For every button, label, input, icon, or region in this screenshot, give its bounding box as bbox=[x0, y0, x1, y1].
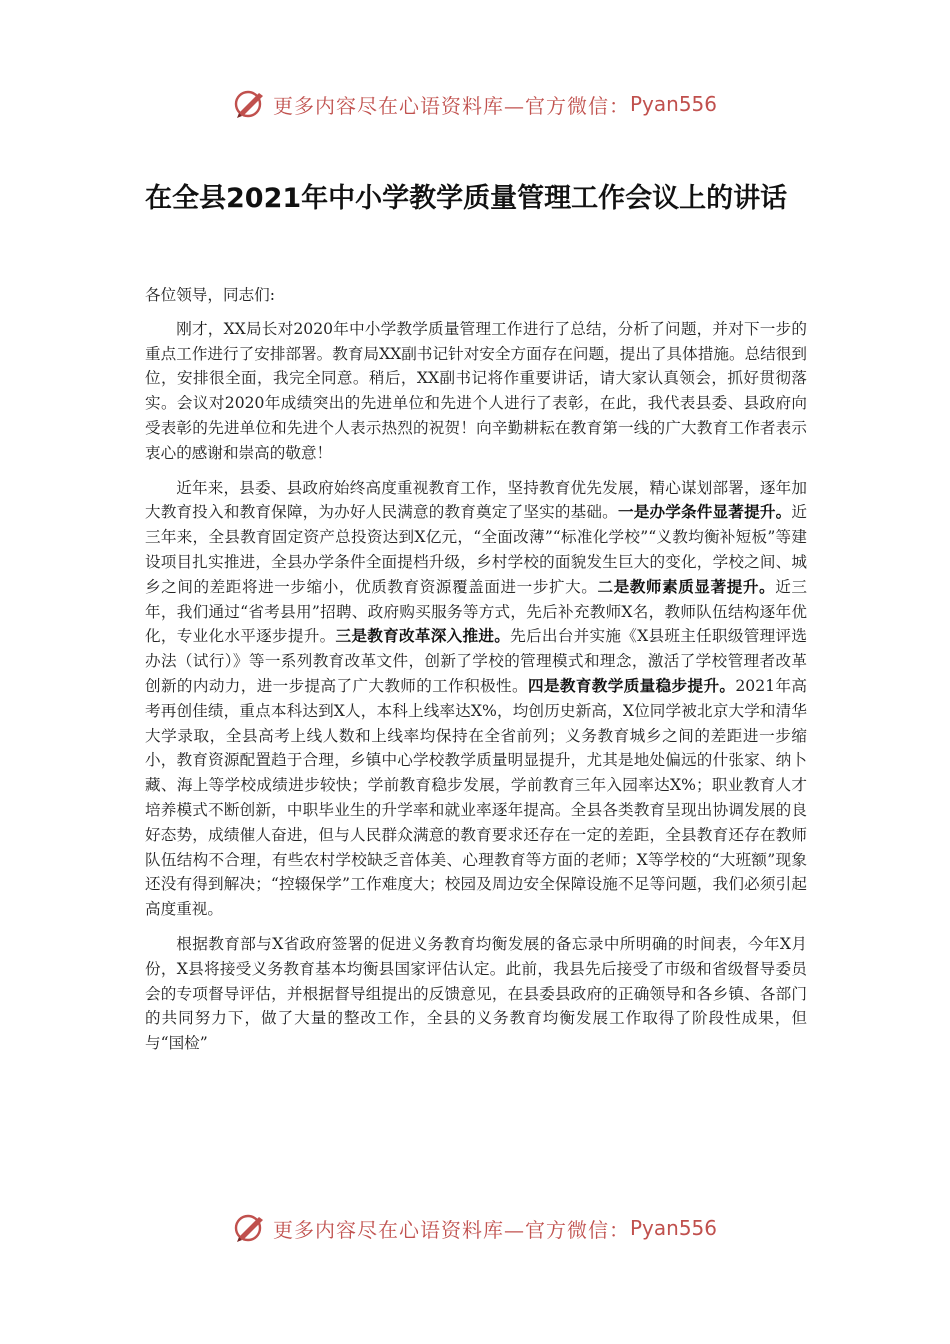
paragraph-text: 刚才，XX局长对2020年中小学教学质量管理工作进行了总结，分析了问题，并对下一步的重点工作进行了安排部署。教育局XX副书记针对安全方面存在问题，提出了具体措施。总结很到位，安排很全面，我完全同意。稍后，XX副书记将作重要讲话，请大家认真领会，抓好贯彻落实。会议对2020年成绩突出的先进单位和先进个人进行了表彰，在此，我代表县委、县政府向受表彰的先进单位和先进个人表示热烈的祝贺！向辛勤耕耘在教育第一线的广大教育工作者表示衷心的感谢和崇高的敬意！ bbox=[145, 319, 807, 462]
salutation: 各位领导，同志们: bbox=[145, 286, 276, 304]
header-banner bbox=[0, 84, 950, 124]
pen-logo-icon bbox=[233, 87, 267, 121]
body-paragraph bbox=[145, 932, 807, 1056]
key-point-heading: 四是教育教学质量稳步提升。 bbox=[527, 675, 736, 695]
banner-wechat-id: Pyan556 bbox=[629, 1216, 717, 1240]
key-point-heading: 三是教育改革深入推进。 bbox=[335, 626, 511, 646]
paragraph-list bbox=[145, 317, 807, 1056]
key-point-heading: 二是教师素质显著提升。 bbox=[597, 576, 776, 596]
body-paragraph bbox=[145, 317, 807, 466]
paragraph-text: 近三年，我们通过“省考县用”招聘、政府购买服务等方式，先后补充教师X名，教师队伍结构逐年优化，专业化水平逐步提升。 bbox=[145, 577, 807, 646]
paragraph-text: 近年来，县委、县政府始终高度重视教育工作，坚持教育优先发展，精心谋划部署，逐年加大教育投入和教育保障，为办好人民满意的教育奠定了坚实的基础。 bbox=[145, 478, 807, 522]
paragraph-text: 2021年高考再创佳绩，重点本科达到X人，本科上线率达X%，均创历史新高，X位同学被北京大学和清华大学录取，全县高考上线人数和上线率均保持在全省前列；义务教育城乡之间的差距进一步缩小，教育资源配置趋于合理，乡镇中心学校教学质量明显提升，尤其是地处偏远的什张家、纳卜藏、海上等学校成绩进步较快；学前教育稳步发展，学前教育三年入园率达X%；职业教育人才培养模式不断创新，中职毕业生的升学率和就业率逐年提高。全县各类教育呈现出协调发展的良好态势，成绩催人奋进，但与人民群众满意的教育要求还存在一定的差距，全县教育还存在教师队伍结构不合理，有些农村学校缺乏音体美、心理教育等方面的老师；X等学校的“大班额”现象还没有得到解决；“控辍保学”工作难度大；校园及周边安全保障设施不足等问题，我们必须引起高度重视。 bbox=[145, 676, 807, 919]
banner-wechat-id: Pyan556 bbox=[629, 92, 717, 116]
banner-text: 更多内容尽在心语资料库—官方微信： bbox=[272, 1217, 630, 1242]
body-paragraph bbox=[145, 476, 807, 922]
paragraph-text: 根据教育部与X省政府签署的促进义务教育均衡发展的备忘录中所明确的时间表，今年X月份，X县将接受义务教育基本均衡县国家评估认定。此前，我县先后接受了市级和省级督导委员会的专项督导评估，并根据督导组提出的反馈意见，在县委县政府的正确领导和各乡镇、各部门的共同努力下，做了大量的整改工作，全县的义务教育均衡发展工作取得了阶段性成果，但与“国检” bbox=[145, 934, 807, 1053]
paragraph-text: 先后出台并实施《X县班主任职级管理评选办法（试行）》等一系列教育改革文件，创新了学校的管理模式和理念，激活了学校管理者改革创新的内动力，进一步提高了广大教师的工作积极性。 bbox=[145, 627, 807, 695]
paragraph-text: 近三年来，全县教育固定资产总投资达到X亿元，“全面改薄”“标准化学校”“义教均衡补短板”等建设项目扎实推进，全县办学条件全面提档升级，乡村学校的面貌发生巨大的变化，学校之间、城乡之间的差距将进一步缩小，优质教育资源覆盖面进一步扩大。 bbox=[145, 503, 807, 596]
footer-banner bbox=[0, 1208, 950, 1248]
key-point-heading: 一是办学条件显著提升。 bbox=[617, 502, 792, 522]
banner-text: 更多内容尽在心语资料库—官方微信： bbox=[272, 93, 630, 118]
document-body bbox=[145, 283, 807, 1066]
document-title: 在全县2021年中小学教学质量管理工作会议上的讲话 bbox=[145, 183, 788, 214]
pen-logo-icon bbox=[233, 1211, 267, 1245]
